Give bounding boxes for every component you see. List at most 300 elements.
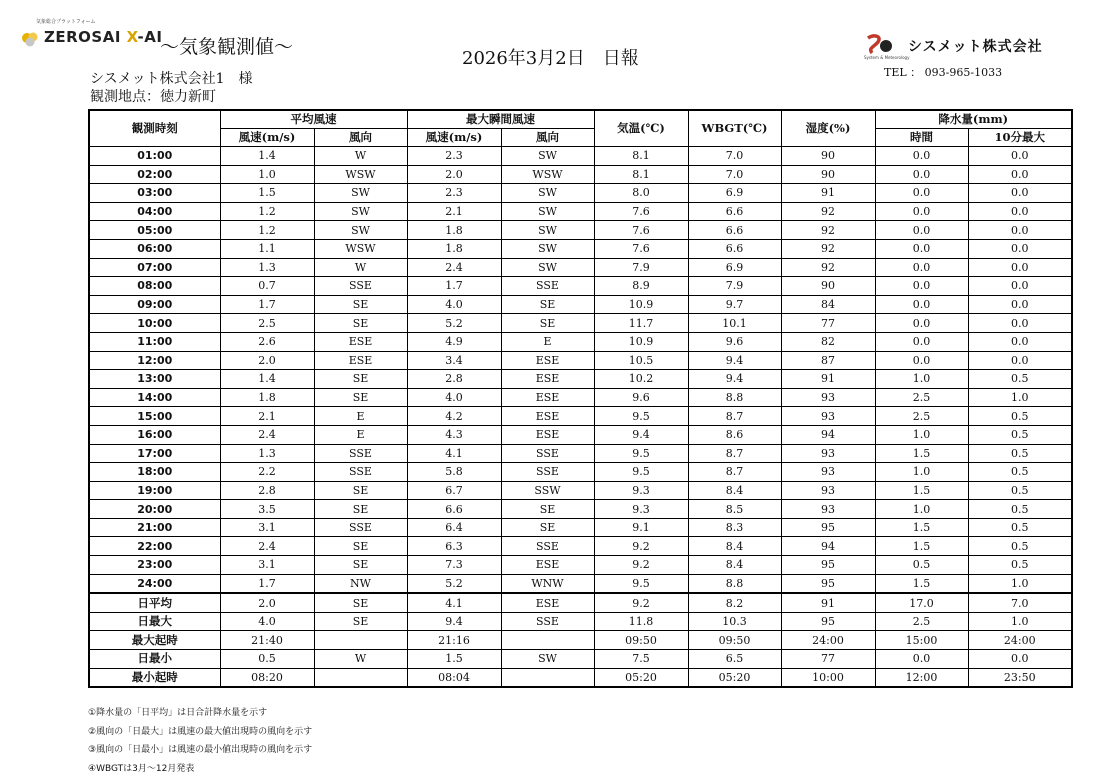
table-cell: 8.9 [594,277,688,296]
table-cell: 2.5 [220,314,314,333]
summary-row [89,668,1072,687]
table-cell: 8.1 [594,165,688,184]
table-cell: E [314,425,407,444]
table-cell: SW [501,147,594,166]
table-cell: SW [314,202,407,221]
table-cell: 08:20 [220,668,314,687]
table-cell: 1.2 [220,202,314,221]
time-cell: 18:00 [89,463,220,482]
table-row [89,258,1072,277]
table-cell: W [314,650,407,669]
summary-label: 最小起時 [89,668,220,687]
table-cell: 95 [781,574,875,593]
table-row [89,574,1072,593]
table-cell: 0.5 [968,537,1072,556]
table-cell: 11.7 [594,314,688,333]
table-cell: 7.0 [688,165,781,184]
time-cell: 14:00 [89,388,220,407]
table-cell: SSE [314,518,407,537]
table-cell: E [501,332,594,351]
table-cell: 0.5 [968,518,1072,537]
table-cell: 0.5 [875,556,968,575]
table-cell: SE [501,518,594,537]
table-cell: 2.0 [407,165,501,184]
table-cell: SW [501,239,594,258]
table-row [89,221,1072,240]
table-cell: 93 [781,407,875,426]
telephone: TEL ： 093-965-1033 [884,66,1003,79]
header-rain-10min: 10分最大 [968,129,1072,147]
table-cell: 4.3 [407,425,501,444]
header-temp: 気温(℃) [594,110,688,147]
table-cell: 7.0 [968,593,1072,612]
table-cell: 0.0 [875,332,968,351]
header-avg-direction: 風向 [314,129,407,147]
table-cell: 10.2 [594,370,688,389]
table-cell: 4.1 [407,444,501,463]
table-cell: SSE [314,277,407,296]
table-cell: SW [501,202,594,221]
table-cell: 1.5 [875,481,968,500]
table-cell: 7.6 [594,202,688,221]
table-cell: 95 [781,518,875,537]
table-cell: SSE [314,444,407,463]
table-cell: SW [501,184,594,203]
table-cell: 6.6 [688,221,781,240]
table-cell: 2.3 [407,147,501,166]
table-cell: 1.0 [968,612,1072,631]
table-cell: 3.1 [220,556,314,575]
header-wbgt: WBGT(℃) [688,110,781,147]
table-row [89,202,1072,221]
table-cell: 1.0 [875,370,968,389]
time-cell: 20:00 [89,500,220,519]
table-cell: NW [314,574,407,593]
table-cell: 1.5 [875,574,968,593]
table-cell: 1.5 [875,537,968,556]
summary-row [89,631,1072,650]
summary-row [89,612,1072,631]
table-cell: 10:00 [781,668,875,687]
table-row [89,314,1072,333]
table-cell: SE [314,370,407,389]
table-cell: 24:00 [968,631,1072,650]
company-line: シスメット株式会社1 様 [90,71,253,87]
time-cell: 07:00 [89,258,220,277]
table-cell: 09:50 [688,631,781,650]
zerosai-logo [20,18,163,58]
table-cell: SSE [314,463,407,482]
table-cell: 9.2 [594,556,688,575]
table-row [89,184,1072,203]
table-row [89,147,1072,166]
table-cell: 1.5 [407,650,501,669]
table-row [89,370,1072,389]
table-cell: WSW [314,165,407,184]
table-cell: SE [314,593,407,612]
table-cell: 24:00 [781,631,875,650]
table-row [89,537,1072,556]
table-cell [501,631,594,650]
table-cell: 0.0 [968,239,1072,258]
table-cell: 0.0 [875,650,968,669]
table-cell: SE [501,500,594,519]
table-cell: SSE [501,277,594,296]
table-cell: 92 [781,202,875,221]
time-cell: 06:00 [89,239,220,258]
summary-rows [89,593,1072,687]
table-cell: WSW [314,239,407,258]
table-cell: 1.4 [220,370,314,389]
table-cell: 9.1 [594,518,688,537]
table-cell: 11.8 [594,612,688,631]
table-cell: 8.3 [688,518,781,537]
table-row [89,332,1072,351]
table-cell: 0.0 [968,165,1072,184]
table-cell: 1.3 [220,258,314,277]
table-cell: 1.7 [407,277,501,296]
table-cell: 10.3 [688,612,781,631]
table-cell: 0.0 [968,295,1072,314]
table-cell: 21:40 [220,631,314,650]
table-cell: 8.8 [688,388,781,407]
table-cell: 2.1 [407,202,501,221]
table-cell: 0.0 [875,314,968,333]
table-cell: 7.9 [594,258,688,277]
table-cell: 8.4 [688,481,781,500]
table-cell: 0.0 [875,295,968,314]
table-cell: 77 [781,650,875,669]
table-cell: 6.4 [407,518,501,537]
table-cell: 5.2 [407,314,501,333]
table-cell: 91 [781,593,875,612]
table-cell: SW [501,650,594,669]
note-2: ②風向の「日最大」は風速の最大値出現時の風向を示す [88,726,313,737]
table-cell: W [314,147,407,166]
table-cell: 6.9 [688,184,781,203]
table-cell: 1.8 [407,239,501,258]
table-cell: 0.0 [875,221,968,240]
table-cell: 1.0 [875,463,968,482]
table-cell: ESE [501,351,594,370]
table-cell: 6.5 [688,650,781,669]
table-cell: 92 [781,258,875,277]
table-cell: 17.0 [875,593,968,612]
table-cell: 7.9 [688,277,781,296]
header-humidity: 湿度(%) [781,110,875,147]
table-cell: 3.4 [407,351,501,370]
time-cell: 17:00 [89,444,220,463]
table-cell: SW [501,221,594,240]
table-cell: 23:50 [968,668,1072,687]
summary-label: 日平均 [89,593,220,612]
table-cell: 93 [781,388,875,407]
table-cell: 90 [781,277,875,296]
table-cell: 9.5 [594,574,688,593]
table-cell: WSW [501,165,594,184]
table-cell: 10.1 [688,314,781,333]
table-cell: SE [314,500,407,519]
table-cell: 8.5 [688,500,781,519]
table-cell: 8.4 [688,537,781,556]
table-cell: 7.6 [594,239,688,258]
table-cell: SE [314,481,407,500]
table-cell: 2.5 [875,388,968,407]
table-cell: ESE [314,332,407,351]
table-cell: WNW [501,574,594,593]
table-cell: 9.4 [594,425,688,444]
table-cell: 0.0 [968,332,1072,351]
footnotes [88,704,312,778]
table-cell: 1.8 [407,221,501,240]
table-cell: 9.3 [594,500,688,519]
table-cell: 0.7 [220,277,314,296]
table-cell: 90 [781,147,875,166]
table-cell: 0.0 [875,258,968,277]
table-cell: 3.1 [220,518,314,537]
table-cell: 8.0 [594,184,688,203]
summary-row [89,593,1072,612]
note-4: ④WBGTは3月～12月発表 [88,763,195,774]
table-cell: SE [314,556,407,575]
table-cell: 1.0 [968,388,1072,407]
table-row [89,500,1072,519]
table-cell: 2.0 [220,593,314,612]
header-time: 観測時刻 [89,110,220,147]
table-cell: SSE [501,537,594,556]
table-cell: 0.0 [875,147,968,166]
table-cell: 6.6 [407,500,501,519]
table-cell: 0.0 [968,202,1072,221]
table-cell: 0.0 [875,239,968,258]
table-row [89,277,1072,296]
table-cell: 8.7 [688,407,781,426]
table-cell: 7.3 [407,556,501,575]
table-cell: 9.2 [594,537,688,556]
table-cell: W [314,258,407,277]
table-cell [314,631,407,650]
table-cell: 1.7 [220,295,314,314]
logo-name: ZEROSAI X-AI [44,28,163,46]
table-cell: 82 [781,332,875,351]
table-cell: SSE [501,444,594,463]
table-cell: 2.4 [220,425,314,444]
table-cell: SE [314,388,407,407]
table-cell: 93 [781,444,875,463]
time-cell: 22:00 [89,537,220,556]
table-cell: 8.6 [688,425,781,444]
table-cell: 4.9 [407,332,501,351]
table-row [89,351,1072,370]
table-cell: 10.5 [594,351,688,370]
table-row [89,518,1072,537]
table-cell: 95 [781,556,875,575]
table-cell: 1.0 [968,574,1072,593]
table-cell: 93 [781,481,875,500]
table-cell: 87 [781,351,875,370]
table-cell: 8.4 [688,556,781,575]
table-cell: 6.6 [688,239,781,258]
time-cell: 03:00 [89,184,220,203]
table-cell: 9.5 [594,407,688,426]
table-cell: 0.0 [875,165,968,184]
table-cell: 6.9 [688,258,781,277]
table-cell: 4.0 [407,388,501,407]
table-cell: 5.2 [407,574,501,593]
time-cell: 12:00 [89,351,220,370]
table-cell: E [314,407,407,426]
table-cell: 0.5 [968,425,1072,444]
table-cell: ESE [501,425,594,444]
time-cell: 21:00 [89,518,220,537]
time-cell: 04:00 [89,202,220,221]
table-cell: 9.2 [594,593,688,612]
table-cell: 2.0 [220,351,314,370]
table-row [89,388,1072,407]
table-cell: 05:20 [594,668,688,687]
header-avg-wind: 平均風速 [220,110,407,129]
table-cell: 1.0 [875,500,968,519]
table-cell: ESE [501,370,594,389]
table-cell: ESE [501,388,594,407]
table-cell: 2.4 [220,537,314,556]
table-cell: 4.0 [407,295,501,314]
time-cell: 24:00 [89,574,220,593]
table-cell: ESE [501,407,594,426]
table-cell: ESE [501,593,594,612]
table-cell: 3.5 [220,500,314,519]
table-cell: 1.3 [220,444,314,463]
table-cell: 21:16 [407,631,501,650]
table-cell: 92 [781,239,875,258]
table-cell: 0.5 [968,370,1072,389]
table-cell: 2.5 [875,407,968,426]
table-cell: 2.8 [407,370,501,389]
table-cell: 6.6 [688,202,781,221]
table-cell: 9.3 [594,481,688,500]
table-cell: 0.5 [968,407,1072,426]
page-subtitle: ～気象観測値～ [160,36,294,58]
summary-row [89,650,1072,669]
cloud-mark-icon [20,30,40,48]
table-cell: 2.5 [875,612,968,631]
table-cell: 8.7 [688,463,781,482]
table-row [89,463,1072,482]
table-row [89,295,1072,314]
table-cell: 0.5 [968,500,1072,519]
time-cell: 16:00 [89,425,220,444]
table-cell: 91 [781,370,875,389]
time-cell: 15:00 [89,407,220,426]
table-cell: SSW [501,481,594,500]
note-1: ①降水量の「日平均」は日合計降水量を示す [88,708,268,718]
table-cell: 6.3 [407,537,501,556]
table-cell: 0.0 [875,202,968,221]
time-cell: 23:00 [89,556,220,575]
table-cell: 0.0 [968,650,1072,669]
table-cell: 1.5 [875,518,968,537]
table-cell: 9.4 [407,612,501,631]
table-row [89,165,1072,184]
table-cell: 84 [781,295,875,314]
table-cell: 0.5 [220,650,314,669]
time-cell: 19:00 [89,481,220,500]
table-cell: 8.7 [688,444,781,463]
table-row [89,425,1072,444]
table-cell: 0.5 [968,463,1072,482]
table-cell: 9.6 [594,388,688,407]
table-cell: 8.2 [688,593,781,612]
table-cell: 9.7 [688,295,781,314]
table-cell: 8.1 [594,147,688,166]
header-rain-hour: 時間 [875,129,968,147]
table-cell: 77 [781,314,875,333]
recipient-block [90,70,253,106]
table-cell: 1.8 [220,388,314,407]
table-cell: 2.3 [407,184,501,203]
hourly-rows [89,147,1072,594]
table-cell: 9.6 [688,332,781,351]
table-cell: 92 [781,221,875,240]
table-cell: 9.4 [688,370,781,389]
table-cell: 1.5 [875,444,968,463]
table-cell: SE [501,295,594,314]
table-cell: 0.0 [968,221,1072,240]
table-cell: 0.0 [968,258,1072,277]
summary-label: 日最小 [89,650,220,669]
table-cell: 90 [781,165,875,184]
table-cell: 10.9 [594,332,688,351]
table-cell: 2.1 [220,407,314,426]
table-cell: 7.0 [688,147,781,166]
table-cell: SE [314,612,407,631]
table-row [89,556,1072,575]
summary-label: 日最大 [89,612,220,631]
table-cell: 91 [781,184,875,203]
table-cell: 2.6 [220,332,314,351]
table-cell: 1.0 [875,425,968,444]
table-cell: 2.4 [407,258,501,277]
table-cell: 0.0 [968,277,1072,296]
table-cell: 7.5 [594,650,688,669]
sysmet-logo [864,34,1044,62]
table-cell: SW [314,184,407,203]
table-cell: 0.0 [968,147,1072,166]
table-cell: 7.6 [594,221,688,240]
summary-label: 最大起時 [89,631,220,650]
sysmet-mark-icon [864,34,896,56]
table-row [89,481,1072,500]
header-max-gust: 最大瞬間風速 [407,110,594,129]
table-cell: 0.0 [875,351,968,370]
table-cell: 8.8 [688,574,781,593]
table-cell: 4.1 [407,593,501,612]
time-cell: 11:00 [89,332,220,351]
table-cell: 0.5 [968,444,1072,463]
time-cell: 02:00 [89,165,220,184]
table-cell: 2.2 [220,463,314,482]
time-cell: 09:00 [89,295,220,314]
table-cell: 08:04 [407,668,501,687]
table-cell: 4.0 [220,612,314,631]
table-cell: 2.8 [220,481,314,500]
table-cell: 1.7 [220,574,314,593]
table-cell: 5.8 [407,463,501,482]
table-cell: 1.4 [220,147,314,166]
table-cell: 1.1 [220,239,314,258]
table-cell: 0.5 [968,556,1072,575]
table-cell: ESE [501,556,594,575]
